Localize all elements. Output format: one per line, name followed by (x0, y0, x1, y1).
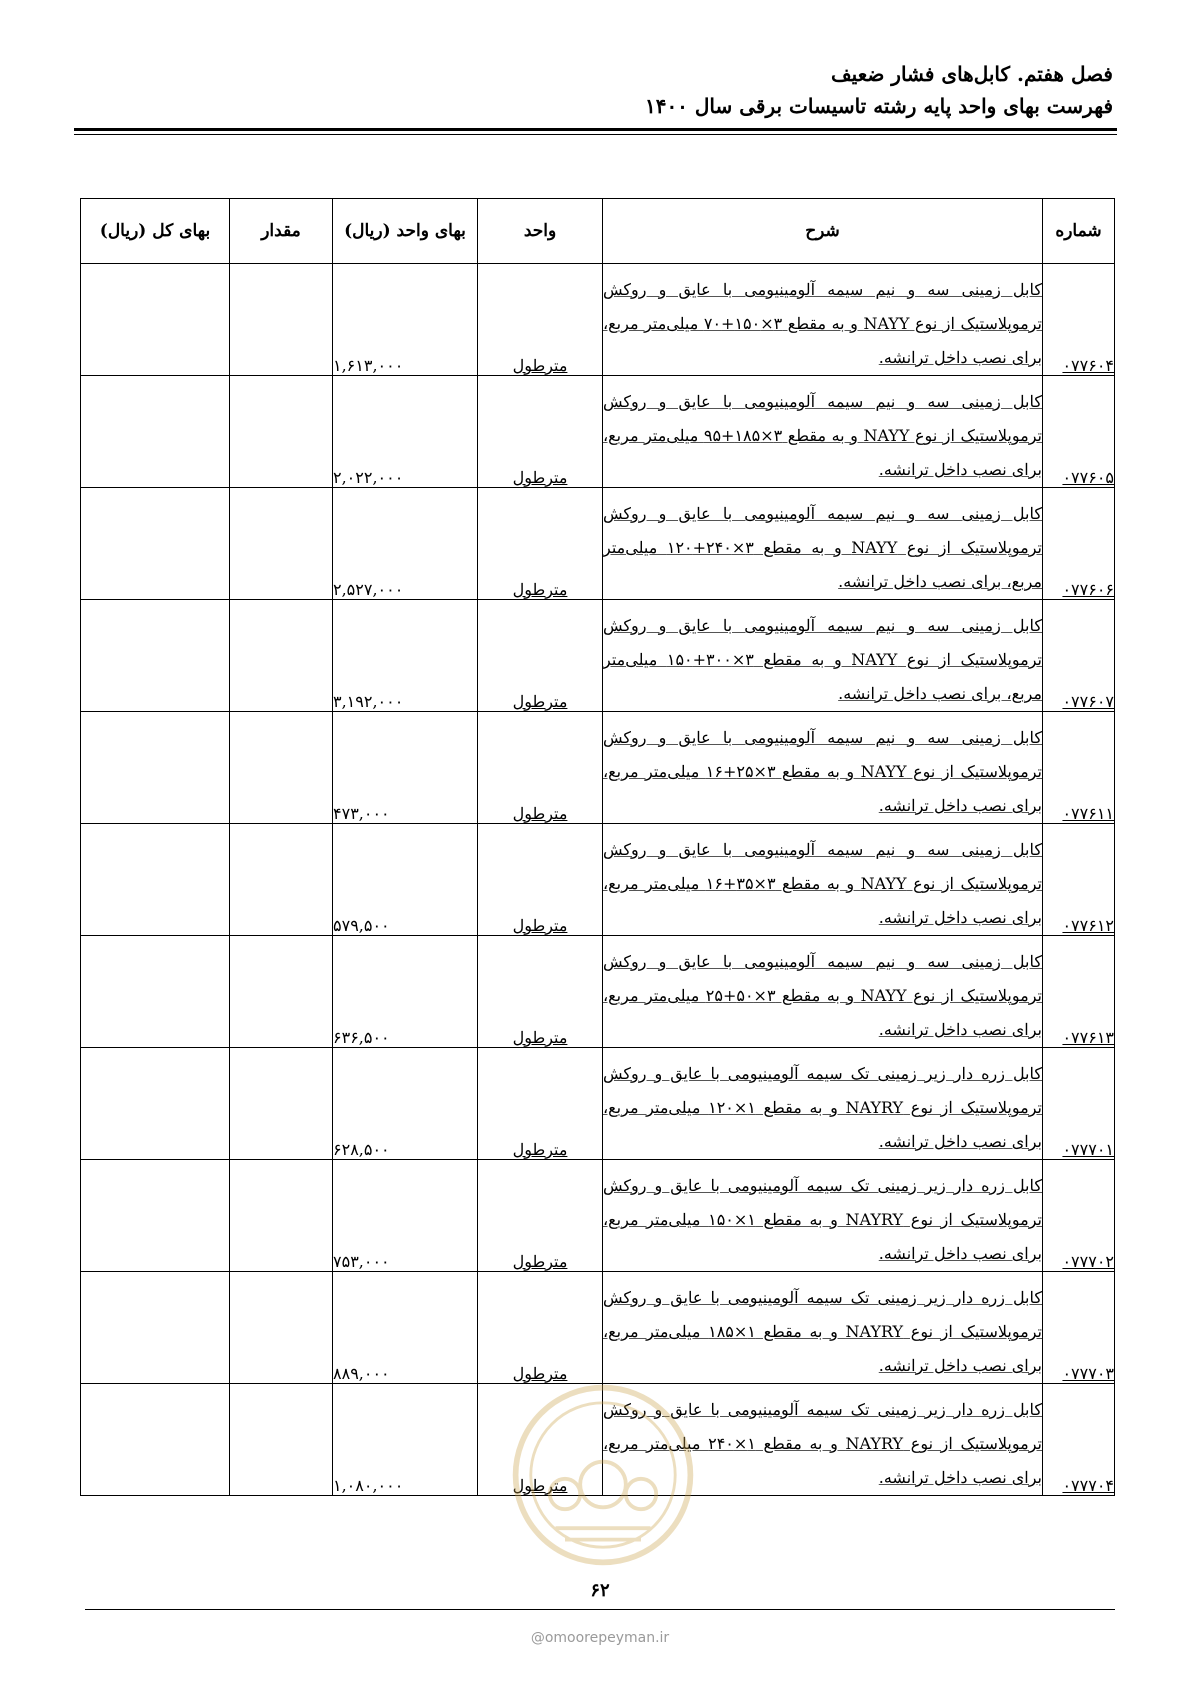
table-row (81, 376, 1115, 488)
column-header-description: شرح (603, 199, 1043, 264)
item-unit-price: ۲,۵۲۷,۰۰۰ (333, 488, 478, 600)
table-row (81, 1160, 1115, 1272)
header-rule-thin (74, 134, 1117, 135)
item-quantity (230, 376, 333, 488)
item-quantity (230, 824, 333, 936)
item-number: ۰۷۷۶۰۷ (1062, 692, 1114, 711)
item-unit: مترطول (512, 1364, 568, 1383)
item-total-price (81, 1048, 230, 1160)
item-quantity (230, 1160, 333, 1272)
item-unit-price: ۴۷۳,۰۰۰ (333, 712, 478, 824)
item-total-price (81, 600, 230, 712)
item-description: کابل زمینی سه و نیم سیمه آلومینیومی با عایق و روکش ترموپلاستیک از نوع NAYY و به مقطع ۳×۱۸۵+۹۵ میلی‌متر مربع، برای نصب داخل ترانشه. (603, 392, 1043, 479)
table-row (81, 264, 1115, 376)
item-total-price (81, 1160, 230, 1272)
item-number: ۰۷۷۶۰۴ (1062, 356, 1114, 375)
item-number: ۰۷۷۷۰۱ (1062, 1140, 1114, 1159)
item-unit: مترطول (512, 468, 568, 487)
item-unit-price: ۷۵۳,۰۰۰ (333, 1160, 478, 1272)
item-quantity (230, 1048, 333, 1160)
item-unit: مترطول (512, 356, 568, 375)
item-description: کابل زره دار زیر زمینی تک سیمه آلومینیومی با عایق و روکش ترموپلاستیک از نوع NAYRY و به مقطع ۱×۲۴۰ میلی‌متر مربع، برای نصب داخل ترانشه. (603, 1400, 1043, 1487)
table-row (81, 1048, 1115, 1160)
item-unit: مترطول (512, 1140, 568, 1159)
page-number: ۶۲ (590, 1580, 610, 1601)
table-header-row (81, 199, 1115, 264)
item-description: کابل زمینی سه و نیم سیمه آلومینیومی با عایق و روکش ترموپلاستیک از نوع NAYY و به مقطع ۳×۵۰+۲۵ میلی‌متر مربع، برای نصب داخل ترانشه. (603, 952, 1042, 1039)
item-total-price (81, 936, 230, 1048)
item-unit-price: ۵۷۹,۵۰۰ (333, 824, 478, 936)
item-unit-price: ۱,۰۸۰,۰۰۰ (333, 1384, 478, 1496)
item-description: کابل زره دار زیر زمینی تک سیمه آلومینیومی با عایق و روکش ترموپلاستیک از نوع NAYRY و به مقطع ۱×۱۲۰ میلی‌متر مربع، برای نصب داخل ترانشه. (603, 1064, 1043, 1151)
item-unit-price: ۳,۱۹۲,۰۰۰ (333, 600, 478, 712)
price-table (80, 198, 1115, 1496)
table-row (81, 936, 1115, 1048)
item-number: ۰۷۷۷۰۲ (1062, 1252, 1114, 1271)
item-total-price (81, 488, 230, 600)
item-quantity (230, 488, 333, 600)
item-unit-price: ۱,۶۱۳,۰۰۰ (333, 264, 478, 376)
item-number: ۰۷۷۷۰۴ (1062, 1476, 1114, 1495)
table-row (81, 1272, 1115, 1384)
header-rule-thick (74, 128, 1117, 131)
item-number: ۰۷۷۶۰۵ (1062, 468, 1114, 487)
column-header-quantity: مقدار (230, 199, 333, 264)
item-unit: مترطول (512, 1028, 568, 1047)
table-row (81, 712, 1115, 824)
item-description: کابل زمینی سه و نیم سیمه آلومینیومی با عایق و روکش ترموپلاستیک از نوع NAYY و به مقطع ۳×۳۵+۱۶ میلی‌متر مربع، برای نصب داخل ترانشه. (603, 840, 1042, 927)
item-number: ۰۷۷۶۱۱ (1062, 804, 1114, 823)
item-number: ۰۷۷۶۱۲ (1062, 916, 1114, 935)
chapter-title: فصل هفتم. کابل‌های فشار ضعیف (830, 62, 1113, 86)
item-total-price (81, 824, 230, 936)
item-description: کابل زره دار زیر زمینی تک سیمه آلومینیومی با عایق و روکش ترموپلاستیک از نوع NAYRY و به مقطع ۱×۱۸۵ میلی‌متر مربع، برای نصب داخل ترانشه. (603, 1288, 1043, 1375)
table-body (81, 264, 1115, 1496)
item-number: ۰۷۷۶۱۳ (1062, 1028, 1114, 1047)
item-quantity (230, 264, 333, 376)
item-total-price (81, 376, 230, 488)
item-unit: مترطول (512, 1252, 568, 1271)
item-unit-price: ۸۸۹,۰۰۰ (333, 1272, 478, 1384)
item-unit: مترطول (512, 916, 568, 935)
item-unit: مترطول (512, 692, 568, 711)
page-header (78, 58, 1113, 122)
item-quantity (230, 1272, 333, 1384)
column-header-unit: واحد (478, 199, 603, 264)
table-row (81, 824, 1115, 936)
item-quantity (230, 600, 333, 712)
item-total-price (81, 712, 230, 824)
list-title: فهرست بهای واحد پایه رشته تاسیسات برقی سال ۱۴۰۰ (644, 94, 1113, 118)
item-total-price (81, 1272, 230, 1384)
item-description: کابل زمینی سه و نیم سیمه آلومینیومی با عایق و روکش ترموپلاستیک از نوع NAYY و به مقطع ۳×۲۵+۱۶ میلی‌متر مربع، برای نصب داخل ترانشه. (603, 728, 1042, 815)
item-unit-price: ۶۳۶,۵۰۰ (333, 936, 478, 1048)
table-row (81, 488, 1115, 600)
item-number: ۰۷۷۷۰۳ (1062, 1364, 1114, 1383)
footer-rule (85, 1609, 1115, 1610)
item-unit: مترطول (512, 804, 568, 823)
item-description: کابل زمینی سه و نیم سیمه آلومینیومی با عایق و روکش ترموپلاستیک از نوع NAYY و به مقطع ۳×۲۴۰+۱۲۰ میلی‌متر مربع، برای نصب داخل ترانشه. (603, 504, 1043, 591)
item-unit: مترطول (512, 1476, 568, 1495)
item-unit: مترطول (512, 580, 568, 599)
table-row (81, 600, 1115, 712)
item-quantity (230, 936, 333, 1048)
item-quantity (230, 712, 333, 824)
item-description: کابل زره دار زیر زمینی تک سیمه آلومینیومی با عایق و روکش ترموپلاستیک از نوع NAYRY و به مقطع ۱×۱۵۰ میلی‌متر مربع، برای نصب داخل ترانشه. (603, 1176, 1043, 1263)
item-unit-price: ۲,۰۲۲,۰۰۰ (333, 376, 478, 488)
column-header-unit-price: بهای واحد (ریال) (333, 199, 478, 264)
watermark-text: @omoorepeyman.ir (530, 1630, 670, 1646)
item-unit-price: ۶۲۸,۵۰۰ (333, 1048, 478, 1160)
column-header-number: شماره (1043, 199, 1115, 264)
watermark-seal-icon (508, 1380, 698, 1570)
item-total-price (81, 1384, 230, 1496)
column-header-total-price: بهای کل (ریال) (81, 199, 230, 264)
item-number: ۰۷۷۶۰۶ (1062, 580, 1114, 599)
item-description: کابل زمینی سه و نیم سیمه آلومینیومی با عایق و روکش ترموپلاستیک از نوع NAYY و به مقطع ۳×۳۰۰+۱۵۰ میلی‌متر مربع، برای نصب داخل ترانشه. (603, 616, 1043, 703)
item-description: کابل زمینی سه و نیم سیمه آلومینیومی با عایق و روکش ترموپلاستیک از نوع NAYY و به مقطع ۳×۱۵۰+۷۰ میلی‌متر مربع، برای نصب داخل ترانشه. (603, 280, 1043, 367)
item-quantity (230, 1384, 333, 1496)
item-total-price (81, 264, 230, 376)
